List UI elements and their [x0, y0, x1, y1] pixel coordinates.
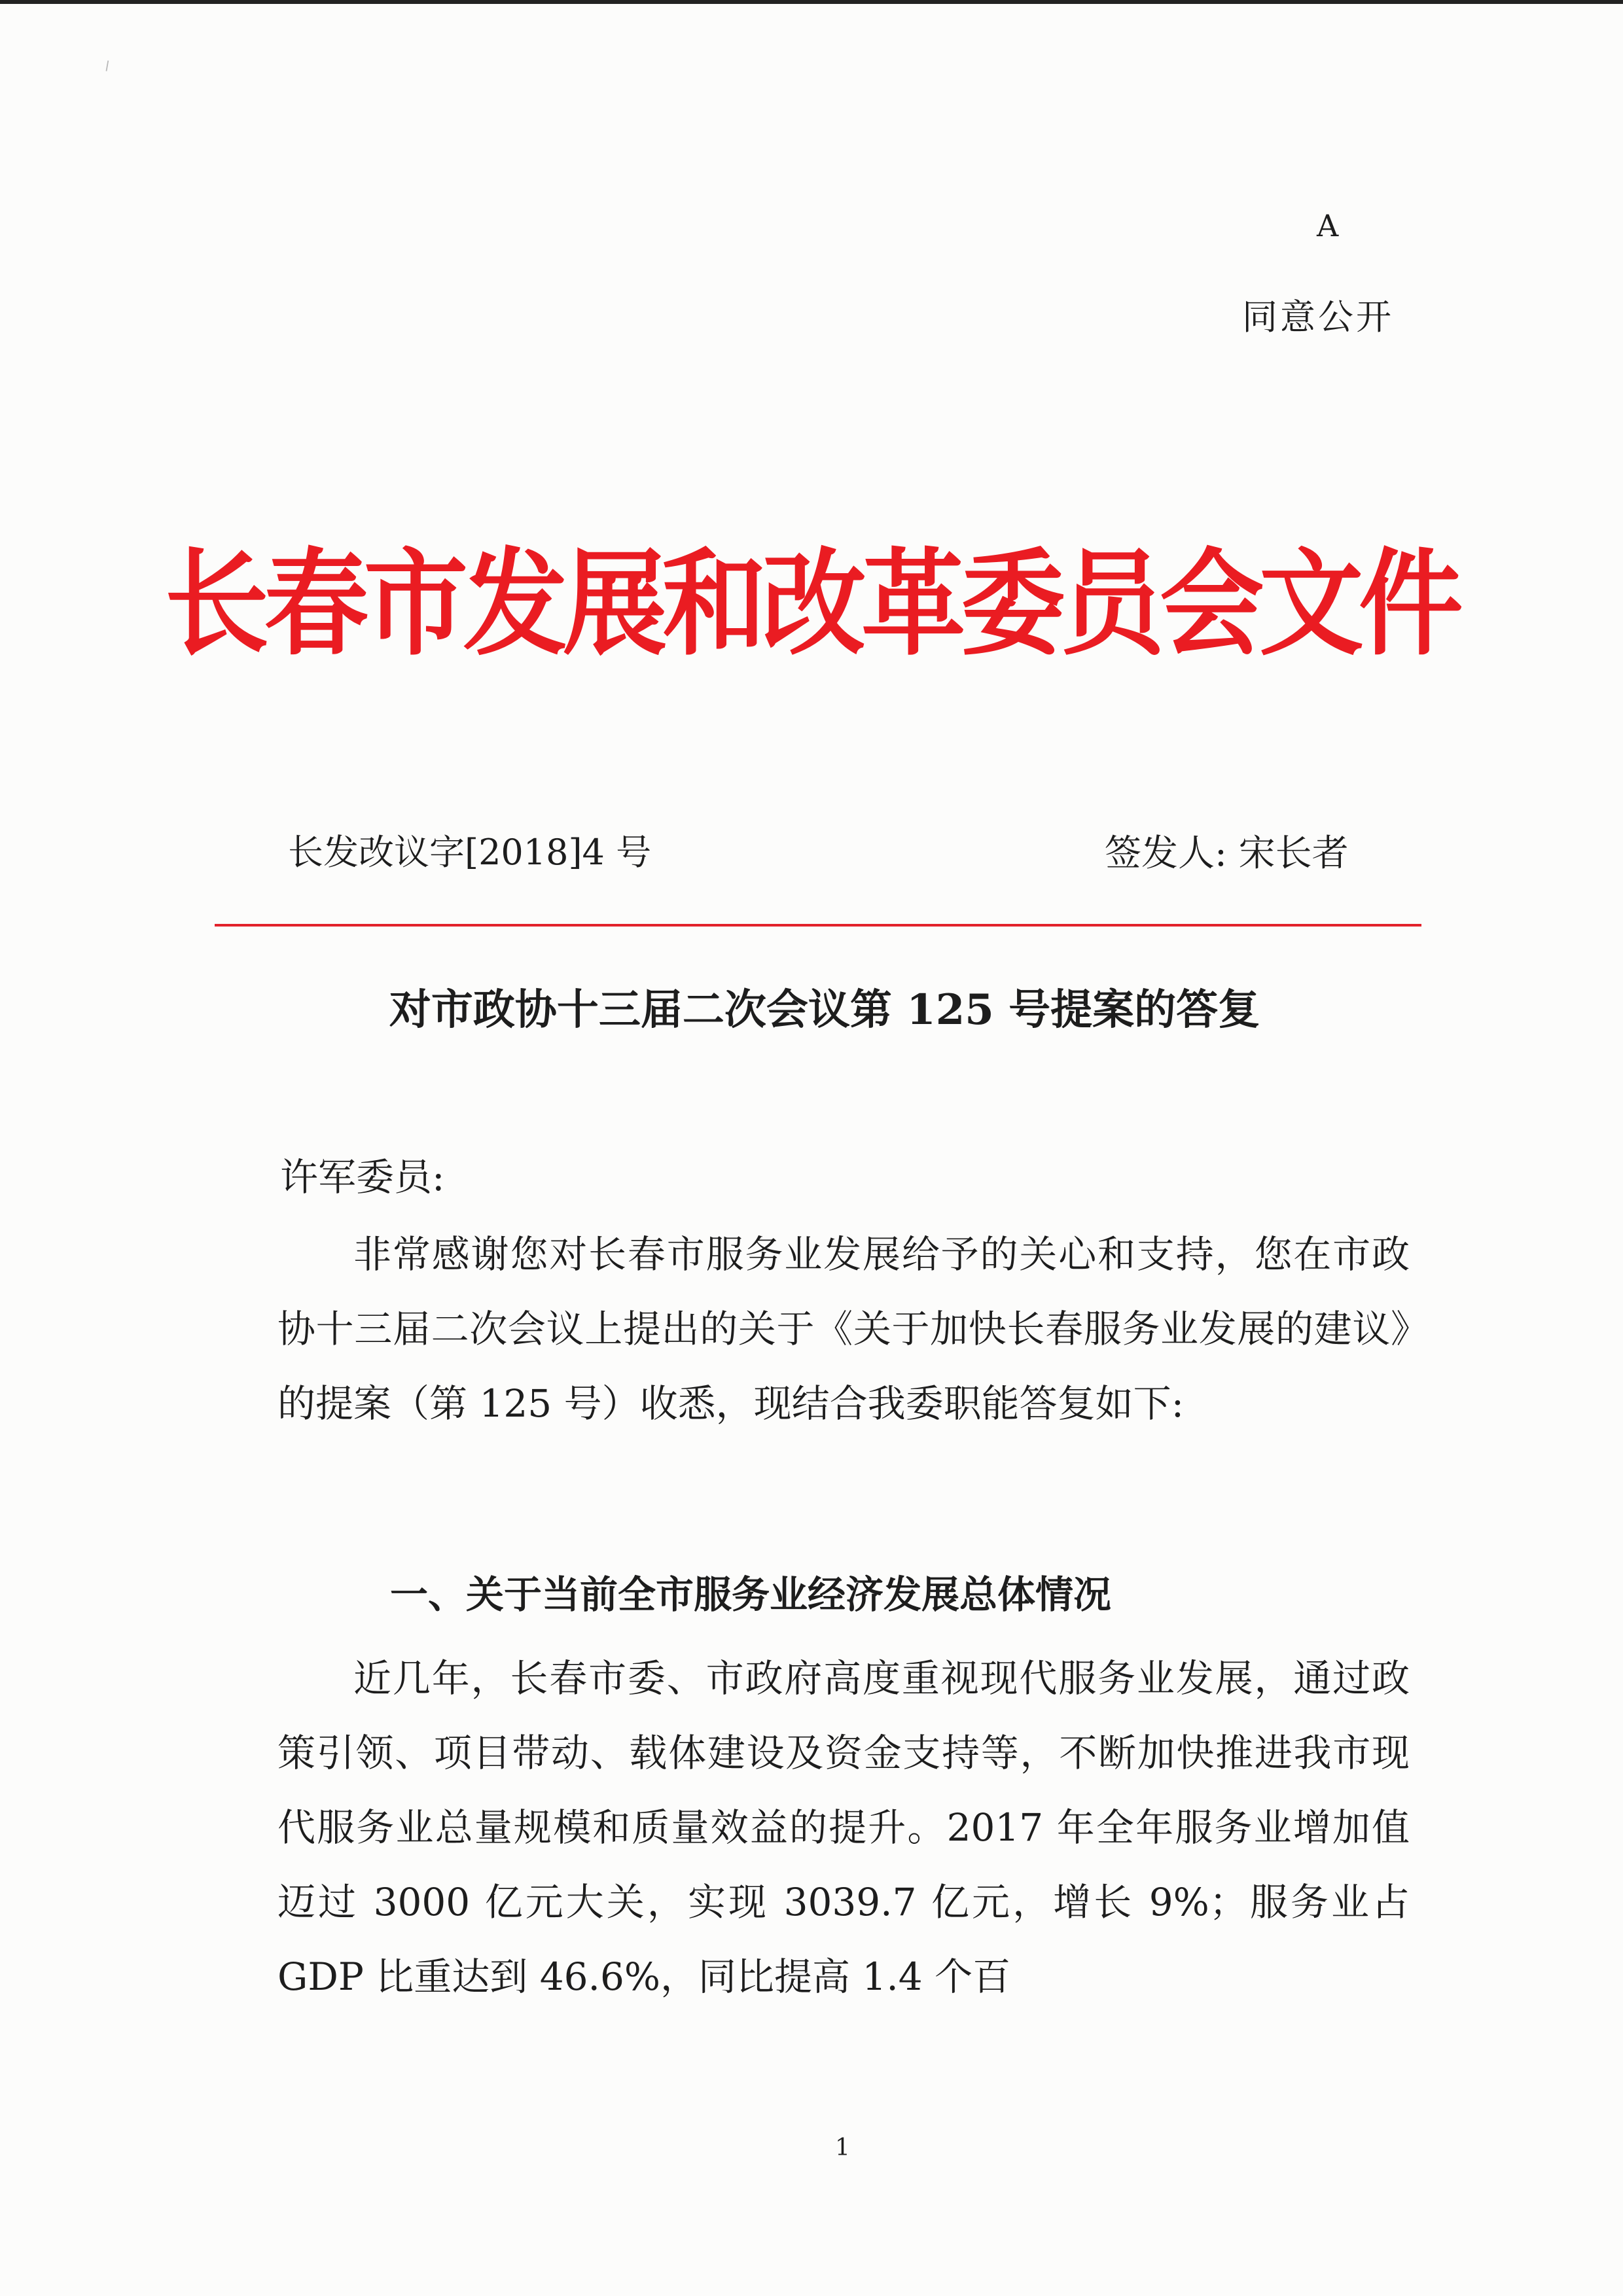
reply-title: 对市政协十三届二次会议第 125 号提案的答复 — [389, 985, 1260, 1034]
section-heading: 一、关于当前全市服务业经济发展总体情况 — [390, 1572, 1112, 1617]
document-signer: 签发人: 宋长者 — [1105, 832, 1349, 875]
introduction-paragraph: 非常感谢您对长春市服务业发展给予的关心和支持，您在市政协十三届二次会议上提出的关于《关于加快长春服务业发展的建议》的提案（第 125 号）收悉，现结合我委职能答复如下: — [277, 1232, 1410, 1426]
salutation: 许军委员: — [280, 1155, 445, 1199]
development-paragraph: 近几年，长春市委、市政府高度重视现代服务业发展，通过政策引领、项目带动、载体建设及资金支持等，不断加快推进我市现代服务业总量规模和质量效益的提升。2017 年全年服务业增加值迈过 3000 亿元大关，实现 3039.7 亿元，增长 9%；服务业占 GDP 比重达到 46.6%，同比提高 1.4 个百 — [277, 1656, 1410, 1999]
document-number: 长发改议字[2018]4 号 — [288, 832, 652, 873]
scan-mark: ⸝ — [92, 48, 117, 76]
page-number: 1 — [835, 2134, 850, 2161]
public-note: 同意公开 — [1242, 296, 1394, 338]
scan-top-edge — [0, 0, 1623, 4]
document-masthead: 长春市发展和改革委员会文件 — [164, 536, 1459, 671]
document-mark: A — [1317, 208, 1339, 243]
red-divider — [215, 924, 1421, 927]
